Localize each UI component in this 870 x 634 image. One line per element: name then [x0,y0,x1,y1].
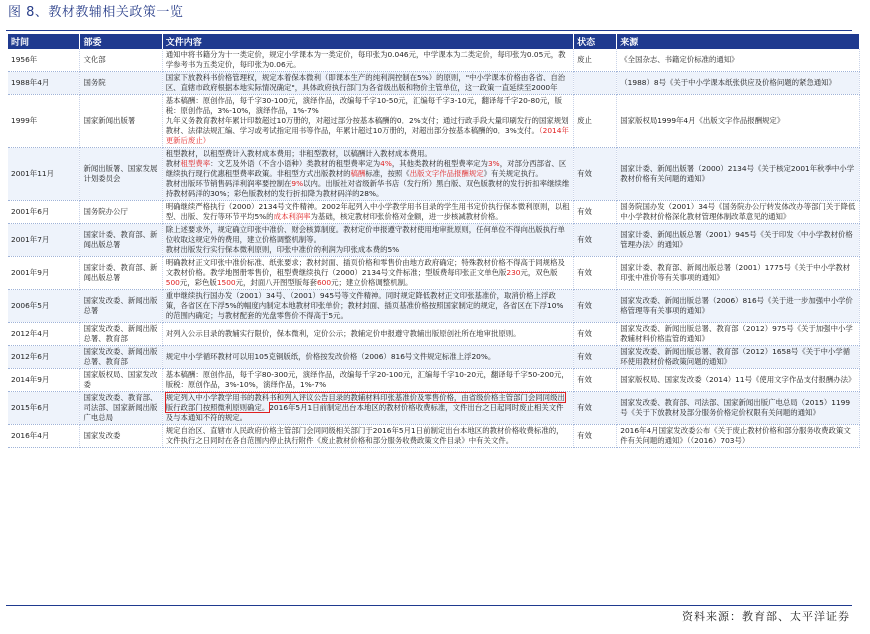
content-text: 对列入公示目录的教辅实行限价，保本微利，定价公示；教辅定价申报遵守教辅出版原创社所在地审批原则。 [165,329,521,338]
cell-status: 有效 [574,201,617,224]
table-row [8,290,860,323]
content-text: 规定中小学循环教材可以用105克铜版纸，价格按发改价格（2006）816号文件规定标准上浮20%。 [165,352,496,361]
highlight-text: 1500 [216,278,236,287]
content-text: 明确教材正文印张中准价标准、纸张要求；教材封面、插页价格和零售价由地方政府确定；特殊教材价格不得高于同规格及文教材价格。教学地图册零售价，租型费继续执行（2000）2134号文件标准；型版费每印张正文单色版 [165,258,565,277]
table-row [8,346,860,369]
header-content: 文件内容 [162,34,573,49]
cell-content [162,49,573,72]
cell-status: 有效 [574,425,617,448]
cell-source: 国家发改委、新闻出版总署、教育部（2012）975号《关于加强中小学教辅材料价格监管的通知》 [617,323,860,346]
table-row [8,257,860,290]
highlight-text: 稿酬 [350,169,366,178]
cell-source: 国家版权局1999年4月《出版文字作品报酬规定》 [617,95,860,148]
cell-status: 有效 [574,392,617,425]
highlight-text: 3% [487,159,500,168]
cell-source: 国家计委、教育部、新闻出版总署（2001）1775号《关于中小学教材印张中准价等有关事项的通知》 [617,257,860,290]
content-text: 重申继续执行国办发（2001）34号、（2001）945号等文件精神。同时规定降低教材正文印张基准价，取消价格上浮政策，各省区在下浮5%的幅度内制定本地教材印张单价；教材封面、插页基准价格按照国家制定的规定，各省区在下浮10%的范围内确定；与教材配套的光盘零售价不得高于5元。 [165,291,564,320]
cell-dept: 文化部 [80,49,162,72]
cell-time: 2006年5月 [8,290,80,323]
figure-title: 图 8、教材教辅相关政策一览 [8,5,184,20]
highlight-text: 出版文字作品报酬规定 [409,169,484,178]
cell-status: 有效 [574,290,617,323]
cell-content [162,95,573,148]
table-header-row [8,34,860,49]
cell-source: 国家计委、新闻出版署（2000）2134号《关于核定2001年秋季中小学教材价格有关问题的通知》 [617,148,860,201]
highlight-text: 230 [506,268,521,277]
cell-source: 国家发改委、新闻出版总署（2006）816号《关于进一步加强中小学价格管理等有关事项的通知》 [617,290,860,323]
content-text: 规定列入中小学教学用书的教科书和列入评议公告目录的教辅材料印张基准价及零售价格，由省级价格主管部门会同同级出版行政部门按照微利原则确定。 [165,393,565,412]
cell-time: 2012年6月 [8,346,80,369]
cell-source: （1988）8号《关于中小学课本纸张供应及价格问题的紧急通知》 [617,72,860,95]
cell-time: 2001年9月 [8,257,80,290]
cell-time: 2012年4月 [8,323,80,346]
table-row [8,95,860,148]
cell-content [162,201,573,224]
content-text: 基本稿酬：原创作品，每千字80-300元，演绎作品，改编每千字20-100元，汇编每千字10-20元，翻译每千字50-200元，版税：原创作品，3%-10%，演绎作品，1%-7% [165,370,569,389]
cell-dept: 国家发改委、教育部、司法部、国家新闻出版广电总局 [80,392,162,425]
cell-time: 2001年7月 [8,224,80,257]
highlight-text: 9% [291,179,304,188]
cell-source: 国家计委、新闻出版总署（2001）945号《关于印发〈中小学教材价格管理办法〉的通知》 [617,224,860,257]
cell-time: 1956年 [8,49,80,72]
cell-dept: 国家计委、教育部、新闻出版总署 [80,224,162,257]
content-text: 以内。出版社对省级新华书店（发行所）黑白版、双色版教材的发行折扣率继续维持教材码洋的30%；彩色版教材的发行折扣降为教材码洋的28%。 [165,179,570,198]
content-text: 明确继续严格执行（2000）2134号文件精神。2002年起列入中小学教学用书目录的学生用书定价执行保本微利原则，以租型、出版、发行等环节平均5%的 [165,202,570,221]
content-text: 基本稿酬：原创作品，每千字30-100元，演绎作品，改编每千字10-50元，汇编每千字3-10元，翻译每千字20-80元，版税：原创作品，3%-10%，演绎作品，1%-7% 九年义务教育教材年累计印数超过10万册的，对超过部分按基本稿酬的0．2%支付；通过行政手段大量印刷发行的国家规划教材、法律法规汇编、学习或考试指定用书等作品，年累计超过10万册的，对超出部分按基本稿酬的0．3%支付。 [165,96,569,135]
content-text: 国家下放教科书价格管理权，规定本着保本微利（即课本生产的纯利润控制在5%）的原则，"中小学课本价格由各省、自治区、直辖市政府根据本地实际情况确定"，具体政府执行部门为各省级出版和物价主管单位，这一政策一直延续至2000年 [165,73,566,92]
content-text: 为基础，核定教材印张价格对金额，进一步核减教材价格。 [310,212,503,221]
cell-source: 《全国杂志、书籍定价标准的通知》 [617,49,860,72]
cell-content [162,257,573,290]
cell-status: 有效 [574,148,617,201]
content-text: 元，彩色版 [179,278,217,287]
content-text: 租型教材，以租型费计入教材成本费用；非租型教材，以稿酬计入教材成本费用。 教材 [165,149,432,168]
highlight-text: （2014年更新后废止） [165,126,569,145]
cell-status: 有效 [574,257,617,290]
content-text: 元，封面八开图型版每套 [235,278,317,287]
cell-content [162,425,573,448]
table-row [8,201,860,224]
cell-source: 国家版权局、国家发改委（2014）11号《使用文字作品支付报酬办法》 [617,369,860,392]
content-text: 除上述要求外，规定确立印张中准价、财会核算制度。教材定价申报遵守教材使用地审批原则，任何单位不得向出版执行单位收取这规定外的费用，建立价格调整机制等。 教材出版发行实行保本微利原则，印张中准价的利润为印张成本费的5% [165,225,565,254]
highlight-text: 成本利润率 [273,212,311,221]
cell-content [162,290,573,323]
content-text: ，其他类教材的租型费率定为 [391,159,488,168]
cell-status: 有效 [574,369,617,392]
cell-dept: 国务院办公厅 [80,201,162,224]
header-time: 时间 [8,34,80,49]
highlight-text: 500 [165,278,180,287]
cell-content [162,392,573,425]
cell-time: 1988年4月 [8,72,80,95]
bottom-divider [6,605,852,606]
content-text: 标准，按照《 [365,169,410,178]
table-row [8,49,860,72]
cell-time: 2014年9月 [8,369,80,392]
cell-content [162,72,573,95]
cell-status: 废止 [574,49,617,72]
cell-time: 2001年11月 [8,148,80,201]
cell-content [162,346,573,369]
cell-status [574,72,617,95]
policy-table [8,34,860,448]
content-text: ，对部分西部省、区继续执行现行优惠租型费率政策。非租型方式出版教材的 [165,159,567,178]
cell-content [162,369,573,392]
source-note: 资料来源：教育部、太平洋证券 [682,610,850,623]
cell-source: 2016年4月国家发改委公布《关于废止教材价格和部分服务收费政策文件有关问题的通知》（（2016）703号） [617,425,860,448]
cell-status: 有效 [574,323,617,346]
table-row [8,72,860,95]
title-divider [6,30,852,31]
content-text: 》有关规定执行。 教材出版环节销售码洋利润率要控制在 [165,169,543,188]
header-status: 状态 [574,34,617,49]
cell-time: 2001年6月 [8,201,80,224]
table-row [8,392,860,425]
content-text: 元；建立价格调整机制。 [331,278,413,287]
table-body [8,49,860,448]
highlight-text: 4% [380,159,392,168]
cell-content [162,224,573,257]
content-text: 元，双色版 [520,268,558,277]
cell-time: 1999年 [8,95,80,148]
cell-dept: 国家新闻出版署 [80,95,162,148]
cell-status: 废止 [574,95,617,148]
cell-dept: 国家发改委、新闻出版总署 [80,290,162,323]
header-dept: 部委 [80,34,162,49]
content-text: 通知中将书籍分为十一类定价，规定小学课本为一类定价，每印张为0.046元，中学课本为二类定价，每印张为0.05元，教学参考书为五类定价，每印张为0.06元。 [165,50,566,69]
cell-dept: 国家发改委、新闻出版总署、教育部 [80,346,162,369]
cell-content [162,323,573,346]
table-row [8,369,860,392]
table-row [8,224,860,257]
cell-dept: 国务院 [80,72,162,95]
content-text: ：文艺及外语（不含小语种）类教材的租型费率定为 [210,159,381,168]
cell-source: 国家发改委、教育部、司法部、国家新闻出版广电总局（2015）1199号《关于下放教材及部分服务价格定价权限有关问题的通知》 [617,392,860,425]
highlight-text: 租型费率 [180,159,211,168]
cell-time: 2015年6月 [8,392,80,425]
cell-status: 有效 [574,224,617,257]
cell-content [162,148,573,201]
content-text: 2016年5月1日前制定出台本地区的教材价格收费标准，文件出台之日起同时废止相关文件及与本通知不符的规定。 [165,403,564,422]
highlight-text: 600 [316,278,332,287]
cell-dept: 国家发改委 [80,425,162,448]
content-text: 规定自治区、直辖市人民政府价格主管部门会同同级相关部门于2016年5月1日前制定出台本地区的教材价格收费标准的，文件执行之日同时在各自范围内停止执行附件《废止教材价格和部分服务收费政策文件目录》中有关文件。 [165,426,564,445]
cell-source: 国务院国办发（2001）34号《国务院办公厅转发体改办等部门关于降低中小学教材价格深化教材管理体制改革意见的通知》 [617,201,860,224]
cell-time: 2016年4月 [8,425,80,448]
cell-dept: 国家版权局、国家发改委 [80,369,162,392]
cell-source: 国家发改委、新闻出版总署、教育部（2012）1658号《关于中小学循环使用教材价格政策问题的通知》 [617,346,860,369]
table-row [8,323,860,346]
table-row [8,425,860,448]
cell-dept: 新闻出版署、国家发展计划委员会 [80,148,162,201]
table-row [8,148,860,201]
header-source: 来源 [617,34,860,49]
cell-status: 有效 [574,346,617,369]
cell-dept: 国家计委、教育部、新闻出版总署 [80,257,162,290]
cell-dept: 国家发改委、新闻出版总署、教育部 [80,323,162,346]
